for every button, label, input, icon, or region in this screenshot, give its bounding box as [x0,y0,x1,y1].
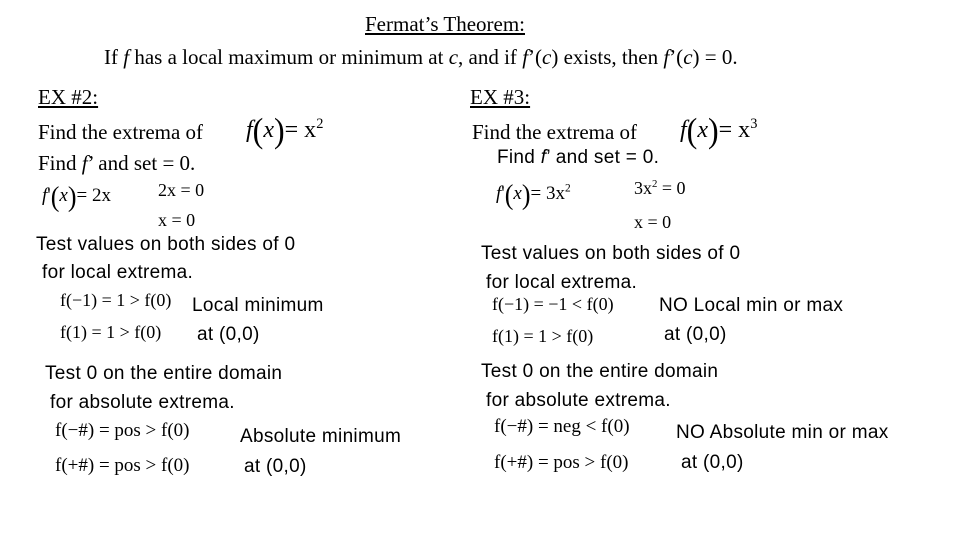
ex2-solution: x = 0 [158,210,196,230]
ex3-derivative: $f'(x)= 3x^2$ [496,178,571,211]
ex3-derivative-step: Find f’ and set = 0. [497,147,660,168]
ex3-local-point: at (0,0) [664,324,727,345]
ex2-test-local-line1: Test values on both sides of 0 [36,234,296,255]
ex3-find-text: Find the extrema of [472,120,638,144]
ex3-function: $f(x)= x^3$ [680,110,758,150]
ex3-label: EX #3: [470,85,531,109]
ex2-abs-result: Absolute minimum [240,426,402,447]
ex3-abs-eq-2: f(+#) = pos > f(0) [494,452,629,473]
ex2-local-point: at (0,0) [197,324,260,345]
ex2-find-text: Find the extrema of [38,120,204,144]
ex2-set-zero: 2x = 0 [158,180,205,200]
ex2-local-result: Local minimum [192,295,324,316]
ex3-abs-eq-1: f(−#) = neg < f(0) [494,416,630,437]
ex2-abs-eq-2: f(+#) = pos > f(0) [55,455,190,476]
ex3-test-abs-line2: for absolute extrema. [486,390,671,411]
ex3-abs-point: at (0,0) [681,452,744,473]
ex3-local-eq-2: f(1) = 1 > f(0) [492,326,594,346]
ex2-local-eq-2: f(1) = 1 > f(0) [60,322,162,342]
ex2-label: EX #2: [38,85,99,109]
ex2-derivative-step: Find f’ and set = 0. [38,151,196,175]
ex3-local-result: NO Local min or max [659,295,844,316]
ex3-local-eq-1: f(−1) = −1 < f(0) [492,294,614,314]
ex2-function: $f(x)= x^2$ [246,110,324,150]
fermat-statement: If f has a local maximum or minimum at c, and if f’(c) exists, then f’(c) = 0. [104,45,738,69]
page-title: Fermat’s Theorem: [365,12,525,36]
ex2-test-abs-line2: for absolute extrema. [50,392,235,413]
ex3-abs-result: NO Absolute min or max [676,422,889,443]
ex2-abs-point: at (0,0) [244,456,307,477]
ex2-local-eq-1: f(−1) = 1 > f(0) [60,290,172,310]
ex3-solution: x = 0 [634,212,672,232]
ex2-test-abs-line1: Test 0 on the entire domain [45,363,283,384]
ex2-derivative: f'(x)= 2x [42,180,111,213]
ex2-abs-eq-1: f(−#) = pos > f(0) [55,420,190,441]
ex3-test-abs-line1: Test 0 on the entire domain [481,361,719,382]
ex3-test-local-line1: Test values on both sides of 0 [481,243,741,264]
ex2-test-local-line2: for local extrema. [42,262,194,283]
ex3-set-zero: $3x^2 = 0$ [634,178,686,198]
ex3-test-local-line2: for local extrema. [486,272,638,293]
